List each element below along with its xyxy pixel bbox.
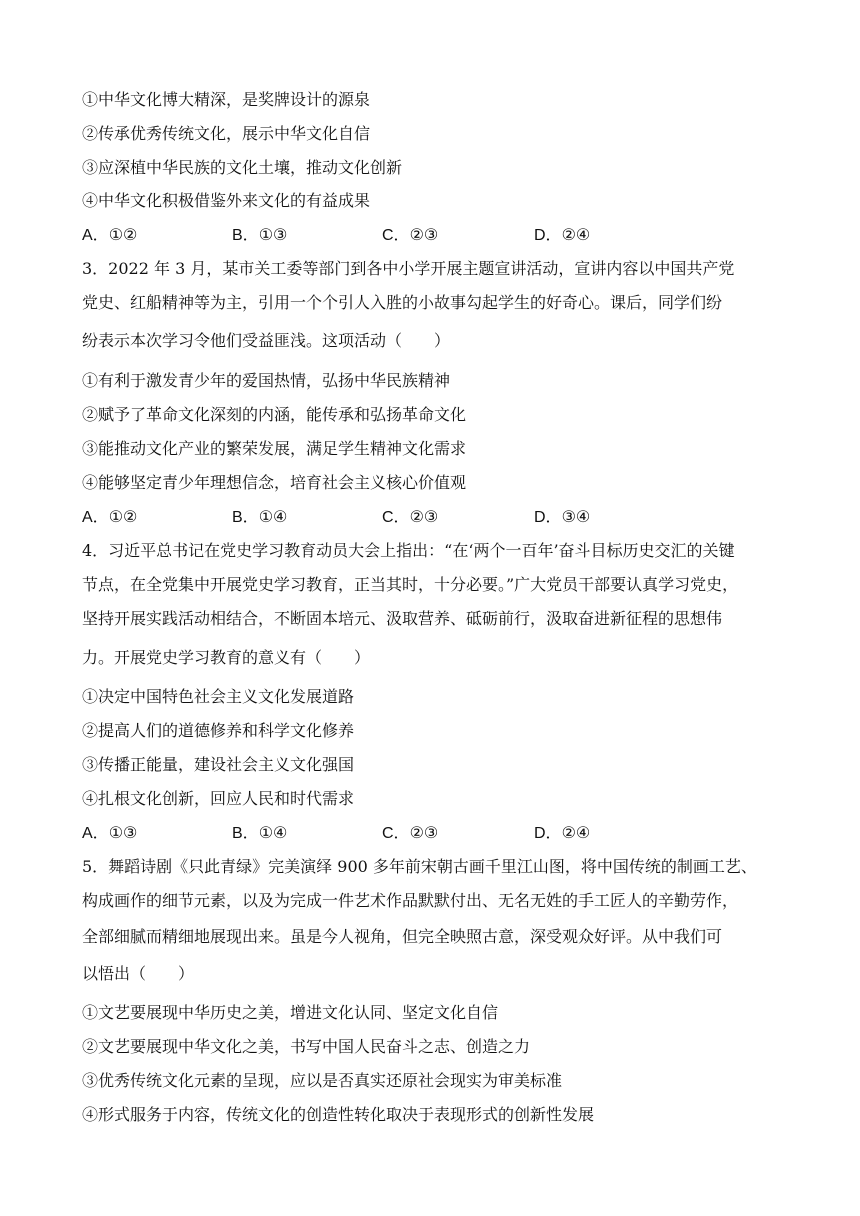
q5-stem-line-3: 全部细腻而精细地展现出来。虽是今人视角，但完全映照古意，深受观众好评。从中我们可 xyxy=(82,927,723,946)
q2-choice-c: C．②③ xyxy=(382,225,439,244)
q5-option-3: ③优秀传统文化元素的呈现，应以是否真实还原社会现实为审美标准 xyxy=(82,1071,563,1090)
q2-choice-d: D．②④ xyxy=(534,225,591,244)
q4-choice-c: C．②③ xyxy=(382,823,439,842)
q2-option-1: ①中华文化博大精深，是奖牌设计的源泉 xyxy=(82,90,371,109)
q3-choices xyxy=(82,506,782,528)
q4-option-3: ③传播正能量，建设社会主义文化强国 xyxy=(82,755,355,774)
q3-stem-line-1: 3．2022 年 3 月，某市关工委等部门到各中小学开展主题宣讲活动，宣讲内容以中国共产党 xyxy=(82,259,735,278)
q2-option-4: ④中华文化积极借鉴外来文化的有益成果 xyxy=(82,191,371,210)
q5-option-4: ④形式服务于内容，传统文化的创造性转化取决于表现形式的创新性发展 xyxy=(82,1105,595,1124)
q3-option-1: ①有利于激发青少年的爱国热情，弘扬中华民族精神 xyxy=(82,371,451,390)
q4-stem-line-1: 4．习近平总书记在党史学习教育动员大会上指出：“在‘两个一百年’奋斗目标历史交汇的关键 xyxy=(82,541,735,560)
q3-choice-d: D．③④ xyxy=(534,507,591,526)
q3-option-4: ④能够坚定青少年理想信念，培育社会主义核心价值观 xyxy=(82,473,467,492)
q5-stem-line-4: 以悟出（ ） xyxy=(82,964,195,983)
q3-stem-line-2: 党史、红船精神等为主，引用一个个引人入胜的小故事勾起学生的好奇心。课后，同学们纷 xyxy=(82,293,723,312)
q3-stem-line-3: 纷表示本次学习令他们受益匪浅。这项活动（ ） xyxy=(82,331,451,350)
q4-stem-line-2: 节点，在全党集中开展党史学习教育，正当其时，十分必要。”广大党员干部要认真学习党史， xyxy=(82,575,739,594)
q4-option-1: ①决定中国特色社会主义文化发展道路 xyxy=(82,687,355,706)
q5-option-2: ②文艺要展现中华文化之美，书写中国人民奋斗之志、创造之力 xyxy=(82,1037,531,1056)
q3-choice-a: A．①② xyxy=(82,507,138,526)
q3-option-2: ②赋予了革命文化深刻的内涵，能传承和弘扬革命文化 xyxy=(82,405,467,424)
q4-choice-d: D．②④ xyxy=(534,823,591,842)
q4-choices xyxy=(82,822,782,844)
q4-option-4: ④扎根文化创新，回应人民和时代需求 xyxy=(82,789,355,808)
q4-choice-a: A．①③ xyxy=(82,823,138,842)
q3-option-3: ③能推动文化产业的繁荣发展，满足学生精神文化需求 xyxy=(82,439,467,458)
q4-choice-b: B．①④ xyxy=(232,823,288,842)
q5-stem-line-2: 构成画作的细节元素，以及为完成一件艺术作品默默付出、无名无姓的手工匠人的辛勤劳作， xyxy=(82,891,739,910)
q4-stem-line-4: 力。开展党史学习教育的意义有（ ） xyxy=(82,648,371,667)
q2-choice-a: A．①② xyxy=(82,225,138,244)
q2-option-2: ②传承优秀传统文化，展示中华文化自信 xyxy=(82,124,371,143)
q4-option-2: ②提高人们的道德修养和科学文化修养 xyxy=(82,721,355,740)
q5-option-1: ①文艺要展现中华历史之美，增进文化认同、坚定文化自信 xyxy=(82,1003,499,1022)
q4-stem-line-3: 坚持开展实践活动相结合，不断固本培元、汲取营养、砥砺前行，汲取奋进新征程的思想伟 xyxy=(82,609,723,628)
q2-choice-b: B．①③ xyxy=(232,225,288,244)
q2-option-3: ③应深植中华民族的文化土壤，推动文化创新 xyxy=(82,158,403,177)
q5-stem-line-1: 5．舞蹈诗剧《只此青绿》完美演绎 900 多年前宋朝古画千里江山图，将中国传统的制画工艺、 xyxy=(82,857,757,876)
q3-choice-c: C．②③ xyxy=(382,507,439,526)
q2-choices xyxy=(82,224,782,246)
q3-choice-b: B．①④ xyxy=(232,507,288,526)
